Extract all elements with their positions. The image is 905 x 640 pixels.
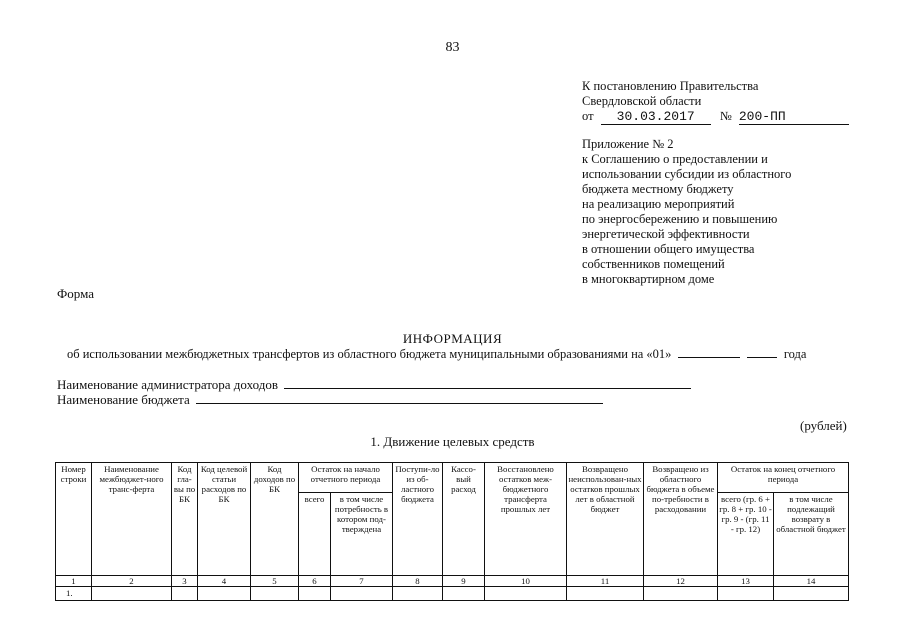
column-number: 2: [92, 576, 172, 587]
column-number: 1: [56, 576, 92, 587]
budget-input-line[interactable]: [196, 403, 603, 404]
table-cell[interactable]: [299, 587, 331, 601]
appendix-line: энергетической эффективности: [582, 227, 750, 241]
header-closing-return: в том числе подлежащий возврату в областной бюджет: [774, 493, 849, 576]
units-label: (рублей): [800, 418, 847, 433]
header-received: Поступи-ло из об-ластного бюджета: [393, 463, 443, 576]
admin-input-line[interactable]: [284, 388, 691, 389]
header-transfer-name: Наименование межбюджет-ного транс-ферта: [92, 463, 172, 576]
decree-line-1: К постановлению Правительства: [582, 79, 759, 93]
table-cell[interactable]: [485, 587, 567, 601]
column-number: 9: [443, 576, 485, 587]
header-line-number: Номер строки: [56, 463, 92, 576]
date-prefix: от: [582, 109, 594, 123]
appendix-line: на реализацию мероприятий: [582, 197, 735, 211]
number-prefix: №: [719, 109, 732, 123]
header-chapter-code: Код гла-вы по БК: [172, 463, 198, 576]
column-number: 14: [774, 576, 849, 587]
table-cell[interactable]: [774, 587, 849, 601]
date-blank-month[interactable]: [678, 357, 740, 358]
header-restored: Восстановлено остатков меж-бюджетного трансферта прошлых лет: [485, 463, 567, 576]
form-label: Форма: [57, 286, 94, 301]
decree-reference: [582, 79, 849, 125]
row-number: 1.: [56, 587, 92, 601]
section-title: 1. Движение целевых средств: [370, 434, 535, 449]
decree-date: 30.03.2017: [601, 109, 711, 125]
header-closing-total: всего (гр. 6 + гр. 8 + гр. 10 - гр. 9 - (гр. 11 - гр. 12): [718, 493, 774, 576]
table-cell[interactable]: [718, 587, 774, 601]
appendix-line: собственников помещений: [582, 257, 725, 271]
document-subtitle: [67, 347, 806, 362]
column-number-row: [56, 576, 849, 587]
header-opening-balance: Остаток на начало отчетного периода: [299, 463, 393, 493]
appendix-line: использовании субсидии из областного: [582, 167, 792, 181]
subtitle-year-word: года: [783, 347, 807, 361]
appendix-line: в многоквартирном доме: [582, 272, 715, 286]
column-number: 8: [393, 576, 443, 587]
header-returned-from-budget: Возвращено из областного бюджета в объеме по-требности в расходовании: [644, 463, 718, 576]
column-number: 4: [198, 576, 251, 587]
table-cell[interactable]: [92, 587, 172, 601]
target-funds-table: [55, 462, 849, 601]
header-income-code: Код доходов по БК: [251, 463, 299, 576]
column-number: 6: [299, 576, 331, 587]
date-blank-year[interactable]: [747, 357, 777, 358]
header-cash-expense: Кассо-вый расход: [443, 463, 485, 576]
budget-field: [57, 392, 603, 408]
subtitle-text: об использовании межбюджетных трансфертов из областного бюджета муниципальными образованиями на «01»: [67, 347, 672, 361]
column-number: 13: [718, 576, 774, 587]
header-returned-unused: Возвращено неиспользован-ных остатков прошлых лет в областной бюджет: [567, 463, 644, 576]
column-number: 7: [331, 576, 393, 587]
header-opening-total: всего: [299, 493, 331, 576]
page-number: 83: [445, 40, 460, 55]
header-closing-balance: Остаток на конец отчетного периода: [718, 463, 849, 493]
appendix-title: Приложение № 2: [582, 137, 674, 151]
appendix-line: в отношении общего имущества: [582, 242, 755, 256]
budget-label: Наименование бюджета: [57, 392, 190, 407]
appendix-block: [582, 137, 791, 287]
decree-number: 200-ПП: [739, 109, 849, 125]
header-row-top: [56, 463, 849, 493]
column-number: 3: [172, 576, 198, 587]
column-number: 12: [644, 576, 718, 587]
admin-label: Наименование администратора доходов: [57, 377, 278, 392]
column-number: 11: [567, 576, 644, 587]
admin-field: [57, 377, 691, 393]
appendix-line: бюджета местному бюджету: [582, 182, 734, 196]
table-cell[interactable]: [644, 587, 718, 601]
column-number: 10: [485, 576, 567, 587]
table-cell[interactable]: [198, 587, 251, 601]
appendix-line: к Соглашению о предоставлении и: [582, 152, 768, 166]
decree-line-2: Свердловской области: [582, 94, 702, 108]
header-opening-confirmed: в том числе потребность в котором под-тверждена: [331, 493, 393, 576]
table-cell[interactable]: [393, 587, 443, 601]
table-cell[interactable]: [172, 587, 198, 601]
document-title: ИНФОРМАЦИЯ: [402, 331, 503, 346]
table-cell[interactable]: [251, 587, 299, 601]
table-cell[interactable]: [567, 587, 644, 601]
table-cell[interactable]: [443, 587, 485, 601]
table-row: [56, 587, 849, 601]
column-number: 5: [251, 576, 299, 587]
table-cell[interactable]: [331, 587, 393, 601]
header-target-code: Код целевой статьи расходов по БК: [198, 463, 251, 576]
appendix-line: по энергосбережению и повышению: [582, 212, 778, 226]
decree-date-line: [582, 109, 849, 125]
